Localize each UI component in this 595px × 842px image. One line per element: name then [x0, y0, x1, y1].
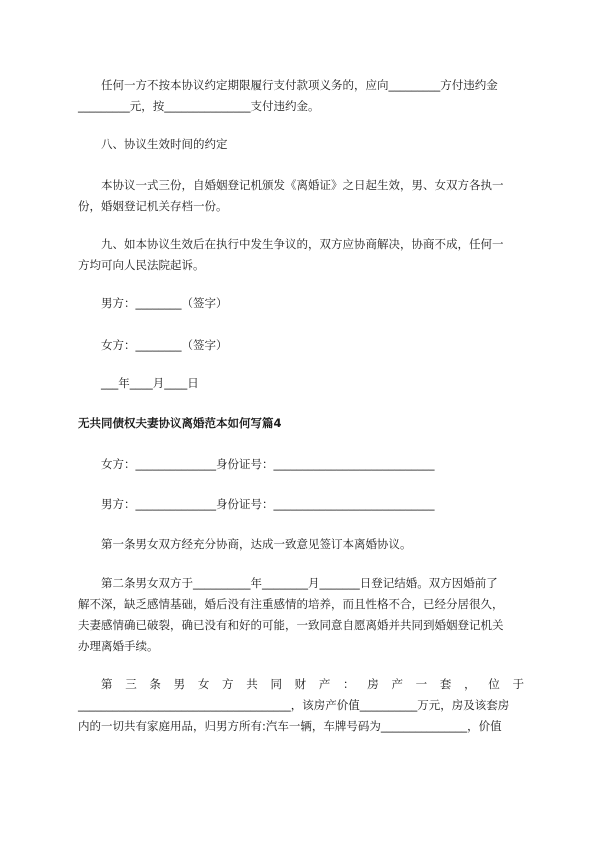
paragraph-line: 份，婚姻登记机关存档一份。 [78, 199, 228, 213]
paragraph-line: 任何一方不按本协议约定期限履行支付款项义务的，应向_________方付违约金 [101, 78, 498, 92]
female-id-line: 女方：______________身份证号：____________________________ [101, 457, 435, 471]
paragraph-line: 方均可向人民法院起诉。 [78, 258, 205, 272]
article-3-line: 第三条男女方共同财产：房产一套，位于 [101, 677, 524, 691]
section-heading: 无共同债权夫妻协议离婚范本如何写篇4 [78, 416, 282, 430]
male-signature-line: 男方：________（签字） [101, 296, 228, 310]
paragraph-line: 本协议一式三份，自婚姻登记机颁发《离婚证》之日起生效，男、女双方各执一 [101, 178, 504, 192]
article-3-line: _____________________________________，该房产价值__________万元，房及该套房 [78, 698, 510, 712]
article-1: 第一条男女双方经充分协商，达成一致意见签订本离婚协议。 [101, 537, 412, 551]
article-2-line: 办理离婚手续。 [78, 639, 159, 653]
article-2-line: 第二条男女双方于__________年________月_______日登记结婚。双方因婚前了 [101, 576, 498, 590]
paragraph-line: 九、如本协议生效后在执行中发生争议的，双方应协商解决，协商不成，任何一 [101, 237, 504, 251]
female-signature-line: 女方：________（签字） [101, 338, 228, 352]
date-line: ___年____月____日 [101, 376, 199, 390]
section-title: 八、协议生效时间的约定 [101, 137, 228, 151]
male-id-line: 男方：______________身份证号：____________________________ [101, 497, 435, 511]
article-2-line: 夫妻感情确已破裂，确已没有和好的可能，一致同意自愿离婚并共同到婚姻登记机关 [78, 618, 504, 632]
article-3-line: 内的一切共有家庭用品，归男方所有:汽车一辆，车牌号码为_______________，价值 [78, 719, 502, 733]
paragraph-line: _________元，按_______________支付违约金。 [78, 99, 320, 113]
article-2-line: 解不深，缺乏感情基础，婚后没有注重感情的培养，而且性格不合，已经分居很久， [78, 597, 504, 611]
